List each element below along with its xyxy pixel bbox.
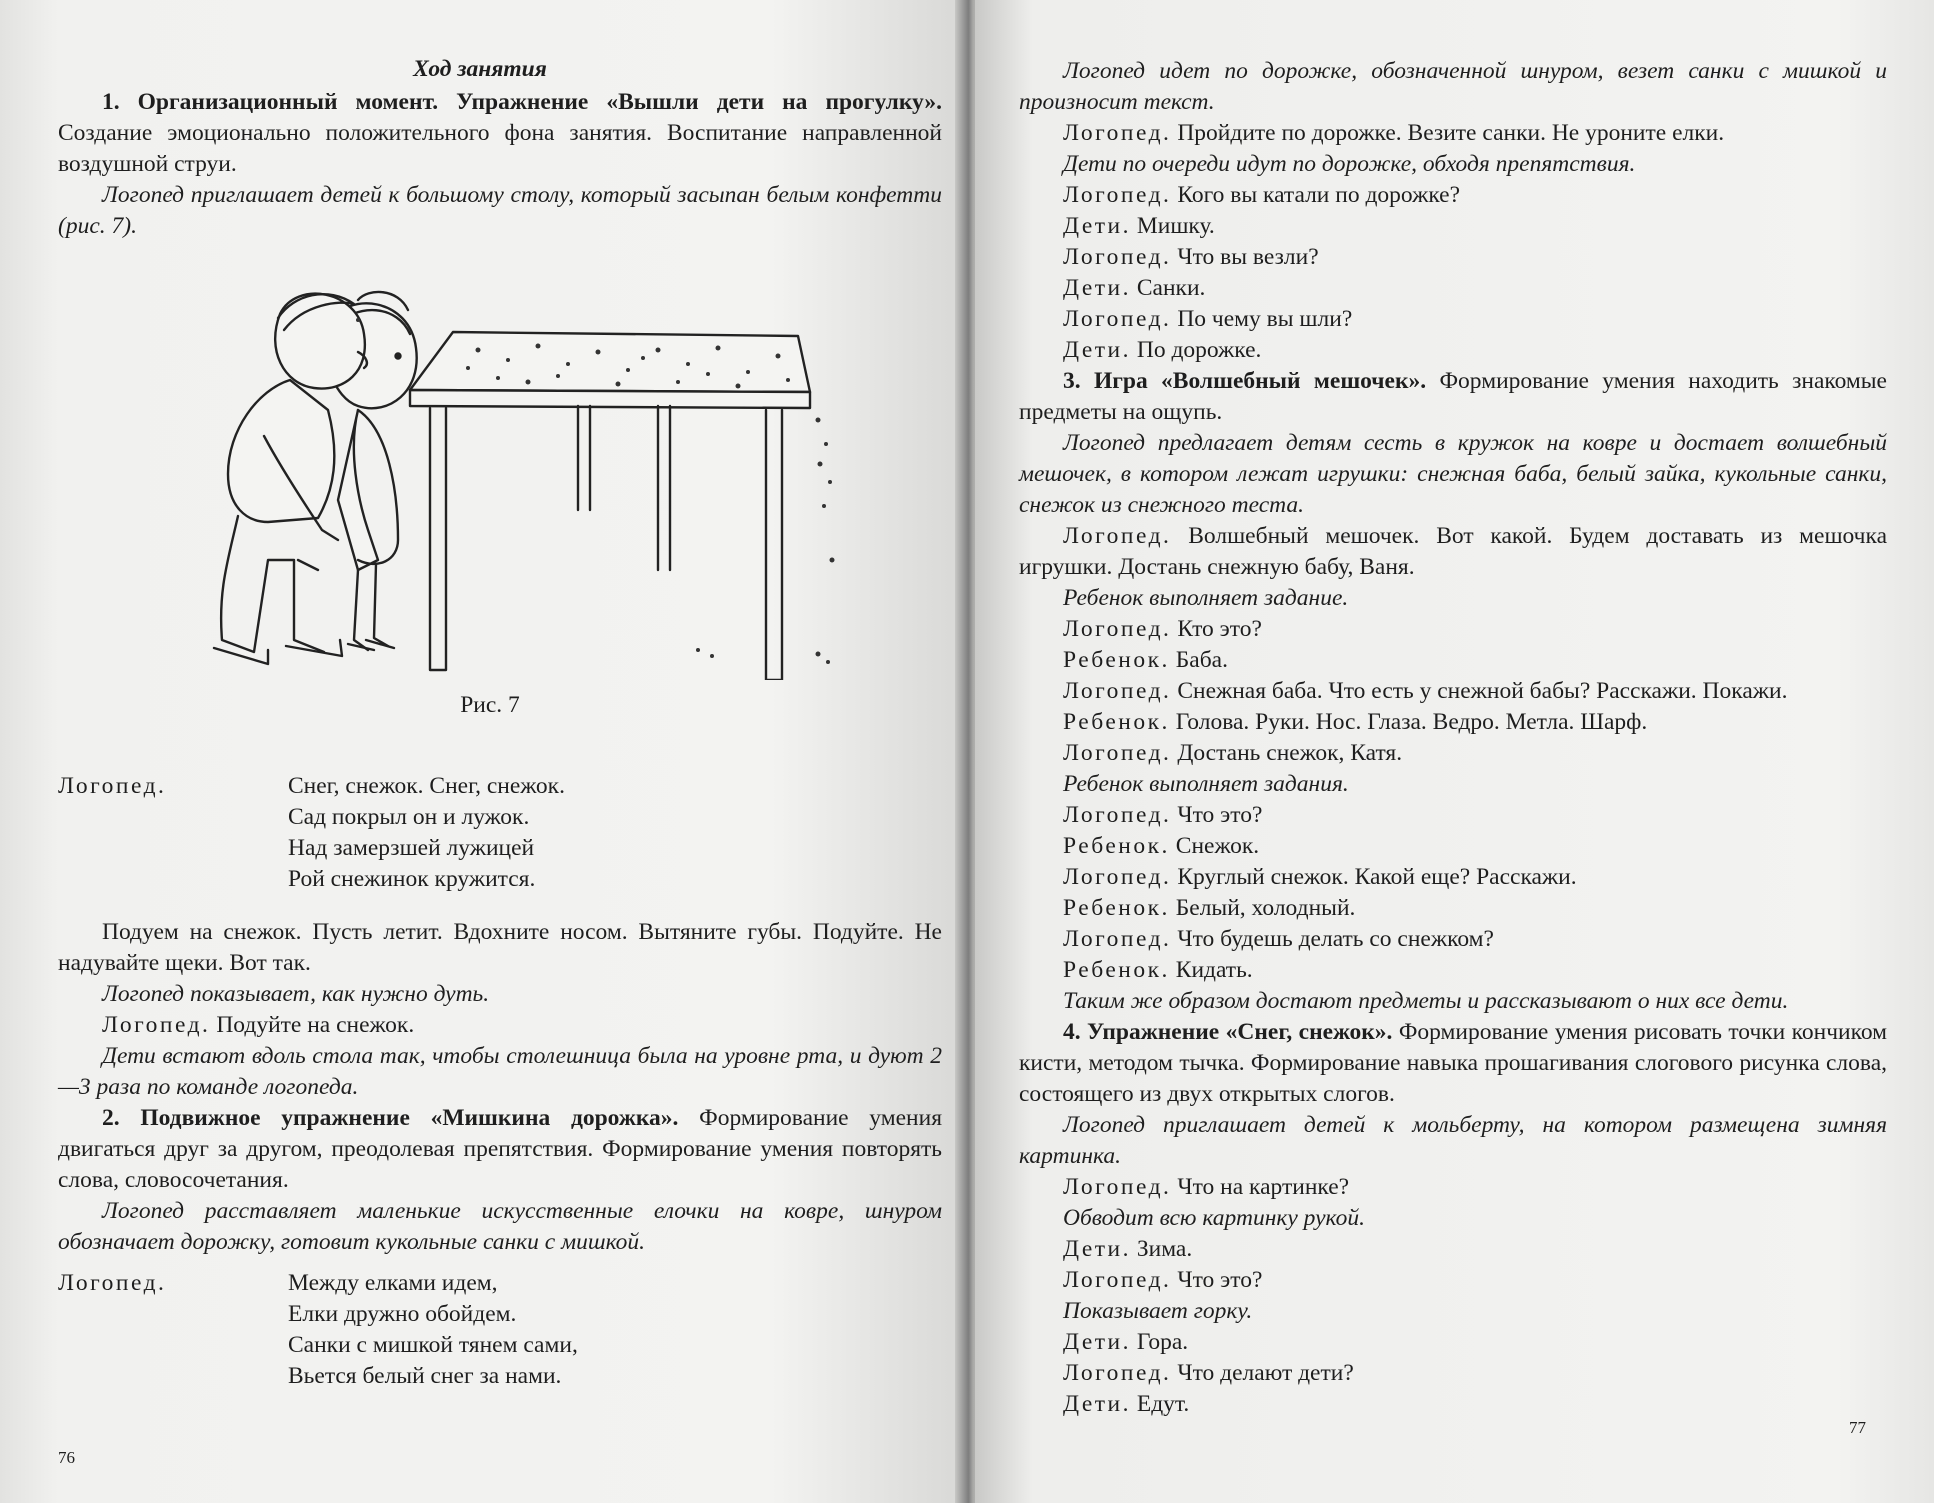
dialog-line [1019, 118, 1887, 149]
speaker: Логопед. [1063, 802, 1172, 828]
poem-2-line: Санки с мишкой тянем сами, [288, 1332, 578, 1358]
line-text: Мишку. [1136, 213, 1215, 239]
page-number-right: 77 [1849, 1418, 1866, 1437]
dialog-line [1019, 1234, 1887, 1265]
speaker: Логопед. [1063, 1174, 1172, 1200]
line-text: Круглый снежок. Какой еще? Расскажи. [1177, 864, 1577, 890]
line-text: Подуйте на снежок. [216, 1012, 415, 1038]
paragraph-blow: Подуем на снежок. Пусть летит. Вдохните носом. Вытяните губы. Подуйте. Не надувайте щеки. Вот так. [58, 919, 942, 976]
line-text: Кого вы катали по дорожке? [1177, 182, 1461, 208]
line-text: Снежок. [1175, 833, 1260, 859]
dialog-line [1019, 304, 1887, 335]
speaker: Логопед. [1063, 864, 1172, 890]
line-text: Волшебный мешочек. Вот какой. Будем доставать из мешочка игрушки. Достань снежную бабу, Ваня. [1019, 523, 1887, 580]
line-text: Белый, холодный. [1175, 895, 1356, 921]
poem-2-line: Елки дружно обойдем. [288, 1301, 517, 1327]
dialog-1 [1019, 118, 1887, 366]
dialog-line [1019, 1172, 1887, 1203]
line-text: По чему вы шли? [1177, 306, 1353, 332]
section-3-note: Логопед предлагает детям сесть в кружок на ковре и достает волшебный мешочек, в котором лежат игрушки: снежная баба, белый зайка, кукольные санки, снежок из снежного теста. [1019, 430, 1887, 518]
page-77 [975, 0, 1934, 1503]
figure-caption: Рис. 7 [460, 692, 520, 718]
children-blowing-confetti-illustration [58, 260, 942, 680]
line-text: Что делают дети? [1177, 1360, 1354, 1386]
page-77-content [1019, 56, 1887, 1420]
section-heading: Ход занятия [413, 56, 547, 82]
speaker: Ребенок. [1063, 895, 1170, 921]
dialog-line [1019, 242, 1887, 273]
dialog-line [1019, 955, 1887, 986]
paragraph-s4 [1019, 1017, 1887, 1110]
poem-2 [58, 1268, 942, 1392]
dialog-line [1019, 273, 1887, 304]
paragraph-s2 [58, 1103, 942, 1196]
dialog-3 [1019, 1172, 1887, 1420]
speaker: Ребенок. [1063, 647, 1170, 673]
paragraph-s1 [58, 87, 942, 180]
poem-1-speaker: Логопед. [58, 773, 167, 799]
dialog-line [1019, 614, 1887, 645]
speaker: Логопед. [1063, 678, 1172, 704]
line-text: Что вы везли? [1177, 244, 1319, 270]
section-4-title: 4. Упражнение «Снег, снежок». [1063, 1019, 1393, 1045]
speaker: Логопед. [102, 1012, 211, 1038]
line-text: Баба. [1175, 647, 1228, 673]
section-3-title: 3. Игра «Волшебный мешочек». [1063, 368, 1427, 394]
speaker: Дети. [1063, 275, 1131, 301]
line-text: Что это? [1177, 802, 1263, 828]
poem-1-line: Рой снежинок кружится. [288, 866, 536, 892]
dialog-line [1019, 800, 1887, 831]
speaker: Логопед. [1063, 1360, 1172, 1386]
speaker: Логопед. [1063, 182, 1172, 208]
speaker: Логопед. [1063, 926, 1172, 952]
section-2-text: Формирование умения двигаться друг за другом, преодолевая препятствия. Формирование умения повторять слова, словосочетания. [58, 1105, 942, 1193]
line-text: Пройдите по дорожке. Везите санки. Не уроните елки. [1177, 120, 1725, 146]
note-show: Логопед показывает, как нужно дуть. [102, 981, 490, 1007]
speaker: Логопед. [1063, 523, 1172, 549]
dialog-line [1019, 180, 1887, 211]
line-text: Кто это? [1177, 616, 1262, 642]
line-text: Едут. [1136, 1391, 1190, 1417]
dialog-line [1019, 707, 1887, 738]
speaker: Дети. [1063, 337, 1131, 363]
speaker: Логопед. [1063, 306, 1172, 332]
dialog-line [1019, 1327, 1887, 1358]
speaker: Логопед. [1063, 616, 1172, 642]
speaker: Логопед. [1063, 244, 1172, 270]
section-1-title: 1. Организационный момент. Упражнение «Вышли дети на прогулку». [102, 89, 942, 115]
dialog-line [1019, 738, 1887, 769]
line-text: Зима. [1136, 1236, 1193, 1262]
line-text: Кидать. [1175, 957, 1253, 983]
poem-2-line: Между елками идем, [288, 1270, 498, 1296]
page-76 [0, 0, 965, 1503]
speaker: Дети. [1063, 1236, 1131, 1262]
dialog-line [1019, 862, 1887, 893]
dialog-line [1019, 924, 1887, 955]
line-text: Голова. Руки. Нос. Глаза. Ведро. Метла. Шарф. [1175, 709, 1648, 735]
section-1-note: Логопед приглашает детей к большому столу, который засыпан белым конфетти (рис. 7). [58, 182, 942, 239]
speaker: Дети. [1063, 1391, 1131, 1417]
line-text: Гора. [1136, 1329, 1189, 1355]
dialog-line [1019, 521, 1887, 583]
intro-note: Логопед идет по дорожке, обозначенной шнуром, везет санки с мишкой и произносит текст. [1019, 58, 1887, 115]
line-text: По дорожке. [1136, 337, 1262, 363]
dialog-line [1019, 676, 1887, 707]
line-text: Что на картинке? [1177, 1174, 1350, 1200]
speaker: Ребенок. [1063, 709, 1170, 735]
line-blow [58, 1010, 942, 1041]
poem-1-line: Снег, снежок. Снег, снежок. [288, 773, 565, 799]
dialog-line [1019, 645, 1887, 676]
note-stand: Дети встают вдоль стола так, чтобы столешница была на уровне рта, и дуют 2—3 раза по команде логопеда. [58, 1043, 942, 1100]
figure-7 [58, 260, 942, 680]
stage-direction: Ребенок выполняет задания. [1063, 771, 1349, 797]
poem-1-line: Сад покрыл он и лужок. [288, 804, 530, 830]
dialog-line [1019, 831, 1887, 862]
section-2-title: 2. Подвижное упражнение «Мишкина дорожка». [102, 1105, 679, 1131]
poem-2-line: Вьется белый снег за нами. [288, 1363, 562, 1389]
poem-1-line: Над замерзшей лужицей [288, 835, 535, 861]
line-text: Что это? [1177, 1267, 1263, 1293]
paragraph-s3 [1019, 366, 1887, 428]
speaker: Логопед. [1063, 740, 1172, 766]
section-3-text: Формирование умения находить знакомые предметы на ощупь. [1019, 368, 1887, 425]
dialog-line [1019, 893, 1887, 924]
section-4-note: Логопед приглашает детей к мольберту, на котором размещена зимняя картинка. [1019, 1112, 1887, 1169]
line-text: Санки. [1136, 275, 1206, 301]
speaker: Дети. [1063, 1329, 1131, 1355]
dialog-line [1019, 211, 1887, 242]
section-4-text: Формирование умения рисовать точки кончиком кисти, методом тычка. Формирование навыка прошагивания слогового рисунка слова, состоящего из двух открытых слогов. [1019, 1019, 1888, 1107]
stage-direction: Показывает горку. [1063, 1298, 1253, 1324]
page-number-left: 76 [58, 1448, 75, 1467]
speaker: Ребенок. [1063, 833, 1170, 859]
speaker: Логопед. [1063, 120, 1172, 146]
stage-direction: Ребенок выполняет задание. [1063, 585, 1349, 611]
stage-direction: Обводит всю картинку рукой. [1063, 1205, 1365, 1231]
stage-direction: Таким же образом достают предметы и рассказывают о них все дети. [1063, 988, 1789, 1014]
poem-2-speaker: Логопед. [58, 1270, 167, 1296]
dialog-line [1019, 335, 1887, 366]
speaker: Логопед. [1063, 1267, 1172, 1293]
section-2-note: Логопед расставляет маленькие искусственные елочки на ковре, шнуром обозначает дорожку, готовит кукольные санки с мишкой. [58, 1198, 942, 1255]
stage-direction: Дети по очереди идут по дорожке, обходя препятствия. [1063, 151, 1636, 177]
dialog-line [1019, 1358, 1887, 1389]
dialog-line [1019, 1265, 1887, 1296]
speaker: Ребенок. [1063, 957, 1170, 983]
dialog-line [1019, 1389, 1887, 1420]
page-76-content [58, 54, 942, 1392]
line-text: Достань снежок, Катя. [1177, 740, 1403, 766]
speaker: Дети. [1063, 213, 1131, 239]
dialog-2 [1019, 521, 1887, 1017]
poem-1 [58, 771, 942, 895]
line-text: Снежная баба. Что есть у снежной бабы? Расскажи. Покажи. [1177, 678, 1788, 704]
line-text: Что будешь делать со снежком? [1177, 926, 1494, 952]
section-1-text: Создание эмоционально положительного фона занятия. Воспитание направленной воздушной струи. [58, 120, 942, 177]
